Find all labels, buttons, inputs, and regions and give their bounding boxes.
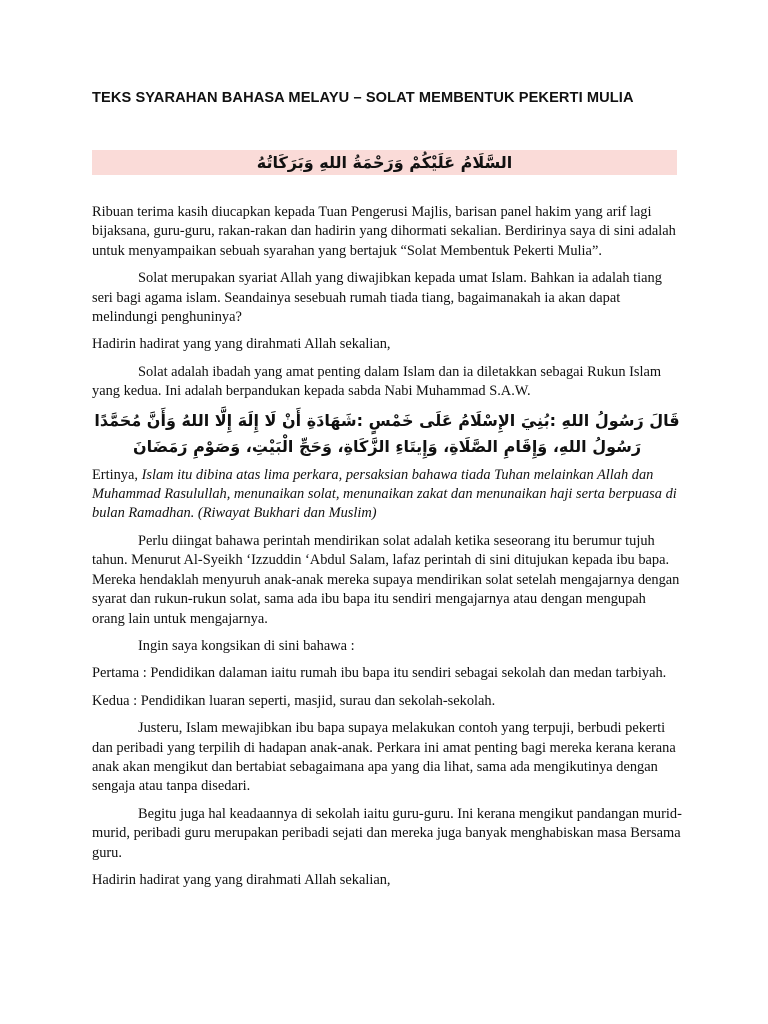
paragraph-address-1: Hadirin hadirat yang yang dirahmati Allah sekalian, bbox=[92, 336, 391, 353]
translation-italic: Islam itu dibina atas lima perkara, persaksian bahawa tiada Tuhan melainkan Allah dan Muhammad Rasulullah, menunaikan solat, menunaikan zakat dan menunaikan haji serta berpuasa di bulan Ramadhan. (Riwayat Bukhari dan Muslim) bbox=[92, 466, 677, 522]
salam-greeting-band bbox=[92, 150, 677, 175]
document-title: TEKS SYARAHAN BAHASA MELAYU – SOLAT MEMBENTUK PEKERTI MULIA bbox=[92, 90, 634, 106]
paragraph-kedua: Kedua : Pendidikan luaran seperti, masjid, surau dan sekolah-sekolah. bbox=[92, 692, 496, 709]
paragraph-opening: Ribuan terima kasih diucapkan kepada Tuan Pengerusi Majlis, barisan panel hakim yang arif lagi bijaksana, guru-guru, rakan-rakan dan hadirin yang dihormati sekalian. Berdirinya saya di sini adalah untuk menyampaikan sebuah syarahan yang bertajuk “Solat Membentuk Pekerti Mulia”. bbox=[92, 204, 676, 259]
paragraph-perintah-solat: Perlu diingat bahawa perintah mendirikan solat adalah ketika seseorang itu berumur tujuh tahun. Menurut Al-Syeikh ‘Izzuddin ‘Abdul Salam, lafaz perintah di sini ditujukan kepada ibu bapa. Mereka hendaklah menyuruh anak-anak mereka supaya mendirikan solat setelah mengajarnya dengan syarat dan rukun-rukun solat, sama ada ibu bapa itu sendiri mengajarnya atau dengan mengupah orang lain untuk mengajarnya. bbox=[92, 532, 680, 627]
paragraph-rukun-islam: Solat adalah ibadah yang amat penting dalam Islam dan ia diletakkan sebagai Rukun Islam yang kedua. Ini adalah berpandukan kepada sabda Nabi Muhammad S.A.W. bbox=[92, 363, 662, 400]
paragraph-hadith-translation bbox=[92, 466, 682, 524]
hadith-line-1: قَالَ رَسُولُ اللهِ :بُنِيَ الإِسْلَامُ عَلَى خَمْسٍ :شَهَادَةِ أَنْ لَا إِلَهَ إِلَّا اللهُ وَأَنَّ مُحَمَّدًا bbox=[94, 410, 680, 430]
paragraph-kongsi: Ingin saya kongsikan di sini bahawa : bbox=[138, 637, 355, 654]
hadith-arabic bbox=[92, 408, 682, 460]
paragraph-justeru: Justeru, Islam mewajibkan ibu bapa supaya melakukan contoh yang terpuji, berbudi pekerti dan peribadi yang terpilih di hadapan anak-anak. Perkara ini amat penting bagi mereka kerana kerana anak akan mengikut dan bertabiat sebagaimana apa yang dia lihat, sama ada mengikutinya dengan sengaja atau tanpa disedari. bbox=[92, 720, 676, 795]
salam-arabic-text: السَّلَامُ عَلَيْكُمْ وَرَحْمَةُ اللهِ وَبَرَكَاتُهُ bbox=[256, 153, 513, 172]
paragraph-solat-syariat: Solat merupakan syariat Allah yang diwajibkan kepada umat Islam. Bahkan ia adalah tiang seri bagi agama islam. Seandainya sesebuah rumah tiada tiang, bagaimanakah ia akan dapat melindungi penghuninya? bbox=[92, 270, 662, 326]
hadith-line-2: رَسُولُ اللهِ، وَإِقَامِ الصَّلَاةِ، وَإِيتَاءِ الزَّكَاةِ، وَحَجِّ الْبَيْتِ، وَصَوْمِ رَمَضَانَ bbox=[132, 436, 642, 456]
speech-body bbox=[92, 203, 682, 898]
paragraph-guru: Begitu juga hal keadaannya di sekolah iaitu guru-guru. Ini kerana mengikut pandangan murid-murid, peribadi guru merupakan peribadi sejati dan mereka juga banyak menghabiskan masa Bersama guru. bbox=[92, 805, 682, 861]
translation-lead: Ertinya, bbox=[92, 466, 142, 483]
paragraph-address-2: Hadirin hadirat yang yang dirahmati Allah sekalian, bbox=[92, 871, 391, 888]
paragraph-pertama: Pertama : Pendidikan dalaman iaitu rumah ibu bapa itu sendiri sebagai sekolah dan medan tarbiyah. bbox=[92, 665, 667, 682]
